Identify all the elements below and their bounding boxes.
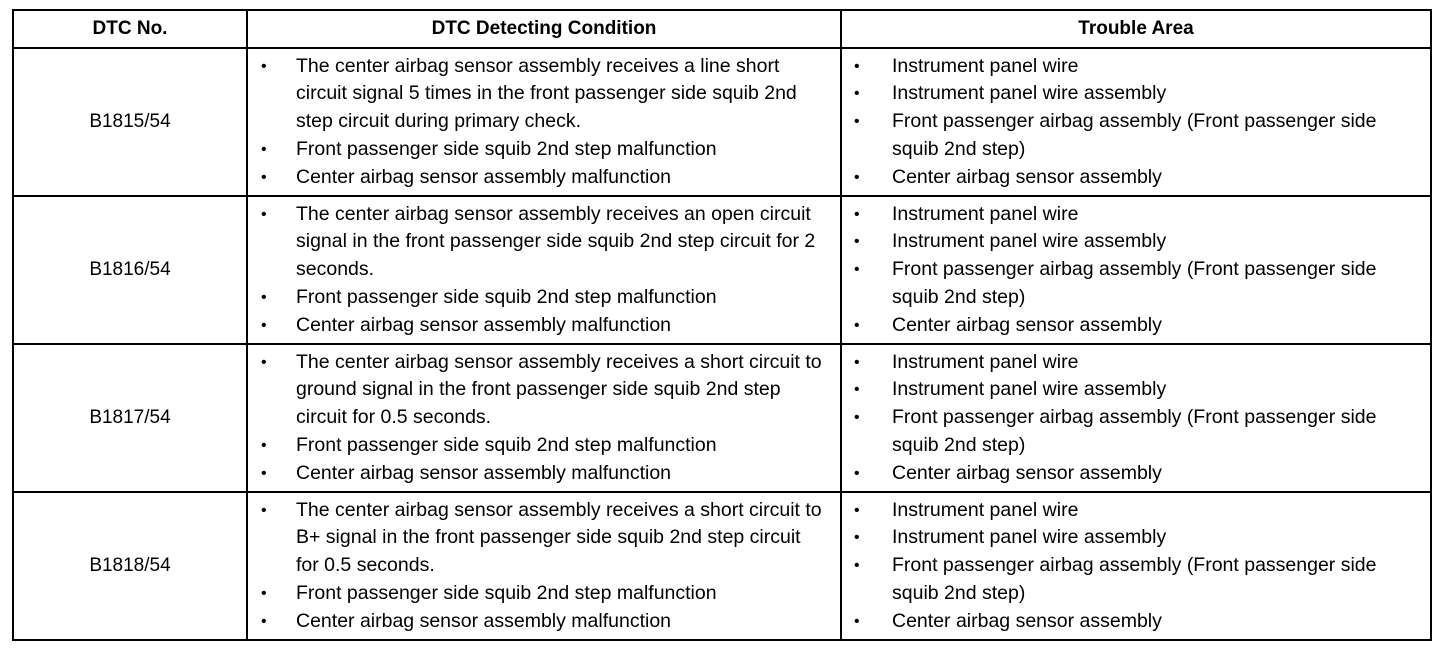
condition-item-text: The center airbag sensor assembly receives a short circuit to ground signal in the front passenger side squib 2nd step circuit for 0.5 seconds. [296, 350, 822, 429]
bullet-icon: • [261, 584, 267, 602]
bullet-icon: • [854, 612, 860, 630]
trouble-area-item-text: Instrument panel wire assembly [892, 526, 1167, 549]
trouble-area-item [842, 404, 1430, 459]
bullet-icon: • [854, 316, 860, 334]
condition-item [248, 460, 840, 488]
trouble-area-item-text: Front passenger airbag assembly (Front passenger side squib 2nd step) [892, 554, 1377, 604]
trouble-area-item [842, 376, 1430, 404]
trouble-area-item-text: Center airbag sensor assembly [892, 461, 1162, 484]
trouble-area-item [842, 312, 1430, 340]
trouble-area-item [842, 608, 1430, 636]
condition-item-text: The center airbag sensor assembly receives a line short circuit signal 5 times in the front passenger side squib 2nd step circuit during primary check. [296, 54, 797, 133]
condition-item-text: Center airbag sensor assembly malfunction [296, 165, 672, 188]
trouble-area-item [842, 53, 1430, 81]
condition-item [248, 284, 840, 312]
trouble-area-item [842, 524, 1430, 552]
bullet-icon: • [261, 288, 267, 306]
bullet-icon: • [261, 205, 267, 223]
trouble-area-item [842, 497, 1430, 525]
condition-item [248, 164, 840, 192]
condition-item-text: Front passenger side squib 2nd step malfunction [296, 581, 717, 604]
table-header [13, 10, 1431, 48]
bullet-icon: • [261, 612, 267, 630]
trouble-area-item [842, 228, 1430, 256]
bullet-icon: • [261, 501, 267, 519]
condition-cell-list [248, 497, 840, 636]
bullet-icon: • [854, 205, 860, 223]
trouble-area-item-text: Instrument panel wire [892, 498, 1079, 521]
condition-item [248, 432, 840, 460]
bullet-icon: • [261, 57, 267, 75]
condition-cell-list [248, 201, 840, 340]
condition-item-text: Front passenger side squib 2nd step malfunction [296, 137, 717, 160]
trouble-area-item-text: Front passenger airbag assembly (Front passenger side squib 2nd step) [892, 258, 1377, 308]
bullet-icon: • [854, 381, 860, 399]
bullet-icon: • [854, 464, 860, 482]
dtc-table [12, 9, 1432, 641]
dtc-code-cell: B1818/54 [13, 492, 247, 640]
bullet-icon: • [261, 436, 267, 454]
bullet-icon: • [854, 168, 860, 186]
table-row [13, 492, 1431, 640]
header-condition: DTC Detecting Condition [247, 10, 841, 48]
dtc-code-cell: B1815/54 [13, 48, 247, 196]
trouble-area-item-text: Center airbag sensor assembly [892, 609, 1162, 632]
condition-cell [247, 196, 841, 344]
trouble-area-cell [841, 48, 1431, 196]
trouble-area-item [842, 80, 1430, 108]
header-dtc-no: DTC No. [13, 10, 247, 48]
bullet-icon: • [854, 57, 860, 75]
trouble-area-item [842, 349, 1430, 377]
condition-item [248, 312, 840, 340]
trouble-area-item-text: Instrument panel wire [892, 54, 1079, 77]
trouble-area-item [842, 164, 1430, 192]
condition-item-text: The center airbag sensor assembly receives a short circuit to B+ signal in the front passenger side squib 2nd step circuit for 0.5 seconds. [296, 498, 822, 577]
dtc-code-cell: B1816/54 [13, 196, 247, 344]
bullet-icon: • [261, 168, 267, 186]
bullet-icon: • [854, 233, 860, 251]
bullet-icon: • [854, 557, 860, 575]
bullet-icon: • [854, 529, 860, 547]
trouble-area-item-text: Instrument panel wire [892, 350, 1079, 373]
dtc-code-cell: B1817/54 [13, 344, 247, 492]
bullet-icon: • [854, 113, 860, 131]
trouble-area-cell-list [842, 349, 1430, 488]
header-trouble-area: Trouble Area [841, 10, 1431, 48]
trouble-area-cell-list [842, 201, 1430, 340]
condition-item-text: The center airbag sensor assembly receives an open circuit signal in the front passenger side squib 2nd step circuit for 2 seconds. [296, 202, 816, 281]
table-row [13, 196, 1431, 344]
bullet-icon: • [854, 409, 860, 427]
trouble-area-item [842, 201, 1430, 229]
bullet-icon: • [854, 353, 860, 371]
header-row [13, 10, 1431, 48]
trouble-area-cell [841, 344, 1431, 492]
trouble-area-item [842, 256, 1430, 311]
table-body [13, 48, 1431, 640]
bullet-icon: • [854, 501, 860, 519]
table-row [13, 48, 1431, 196]
condition-item [248, 497, 840, 580]
trouble-area-item-text: Instrument panel wire assembly [892, 378, 1167, 401]
trouble-area-item-text: Instrument panel wire [892, 202, 1079, 225]
condition-item-text: Center airbag sensor assembly malfunction [296, 461, 672, 484]
condition-item-text: Front passenger side squib 2nd step malfunction [296, 285, 717, 308]
trouble-area-item-text: Center airbag sensor assembly [892, 313, 1162, 336]
trouble-area-cell [841, 196, 1431, 344]
condition-item [248, 349, 840, 432]
condition-cell [247, 344, 841, 492]
trouble-area-item [842, 460, 1430, 488]
trouble-area-item-text: Center airbag sensor assembly [892, 165, 1162, 188]
trouble-area-cell-list [842, 497, 1430, 636]
condition-item [248, 53, 840, 136]
condition-cell [247, 48, 841, 196]
bullet-icon: • [854, 85, 860, 103]
bullet-icon: • [261, 140, 267, 158]
trouble-area-item-text: Front passenger airbag assembly (Front passenger side squib 2nd step) [892, 110, 1377, 160]
trouble-area-cell [841, 492, 1431, 640]
trouble-area-cell-list [842, 53, 1430, 192]
bullet-icon: • [261, 353, 267, 371]
bullet-icon: • [854, 261, 860, 279]
condition-item [248, 580, 840, 608]
trouble-area-item [842, 552, 1430, 607]
trouble-area-item-text: Front passenger airbag assembly (Front passenger side squib 2nd step) [892, 406, 1377, 456]
condition-item [248, 608, 840, 636]
condition-item-text: Center airbag sensor assembly malfunction [296, 313, 672, 336]
trouble-area-item-text: Instrument panel wire assembly [892, 82, 1167, 105]
condition-item-text: Front passenger side squib 2nd step malfunction [296, 433, 717, 456]
table-row [13, 344, 1431, 492]
condition-item [248, 201, 840, 284]
bullet-icon: • [261, 464, 267, 482]
condition-item [248, 136, 840, 164]
bullet-icon: • [261, 316, 267, 334]
condition-cell [247, 492, 841, 640]
trouble-area-item-text: Instrument panel wire assembly [892, 230, 1167, 253]
trouble-area-item [842, 108, 1430, 163]
condition-cell-list [248, 53, 840, 192]
condition-item-text: Center airbag sensor assembly malfunction [296, 609, 672, 632]
condition-cell-list [248, 349, 840, 488]
